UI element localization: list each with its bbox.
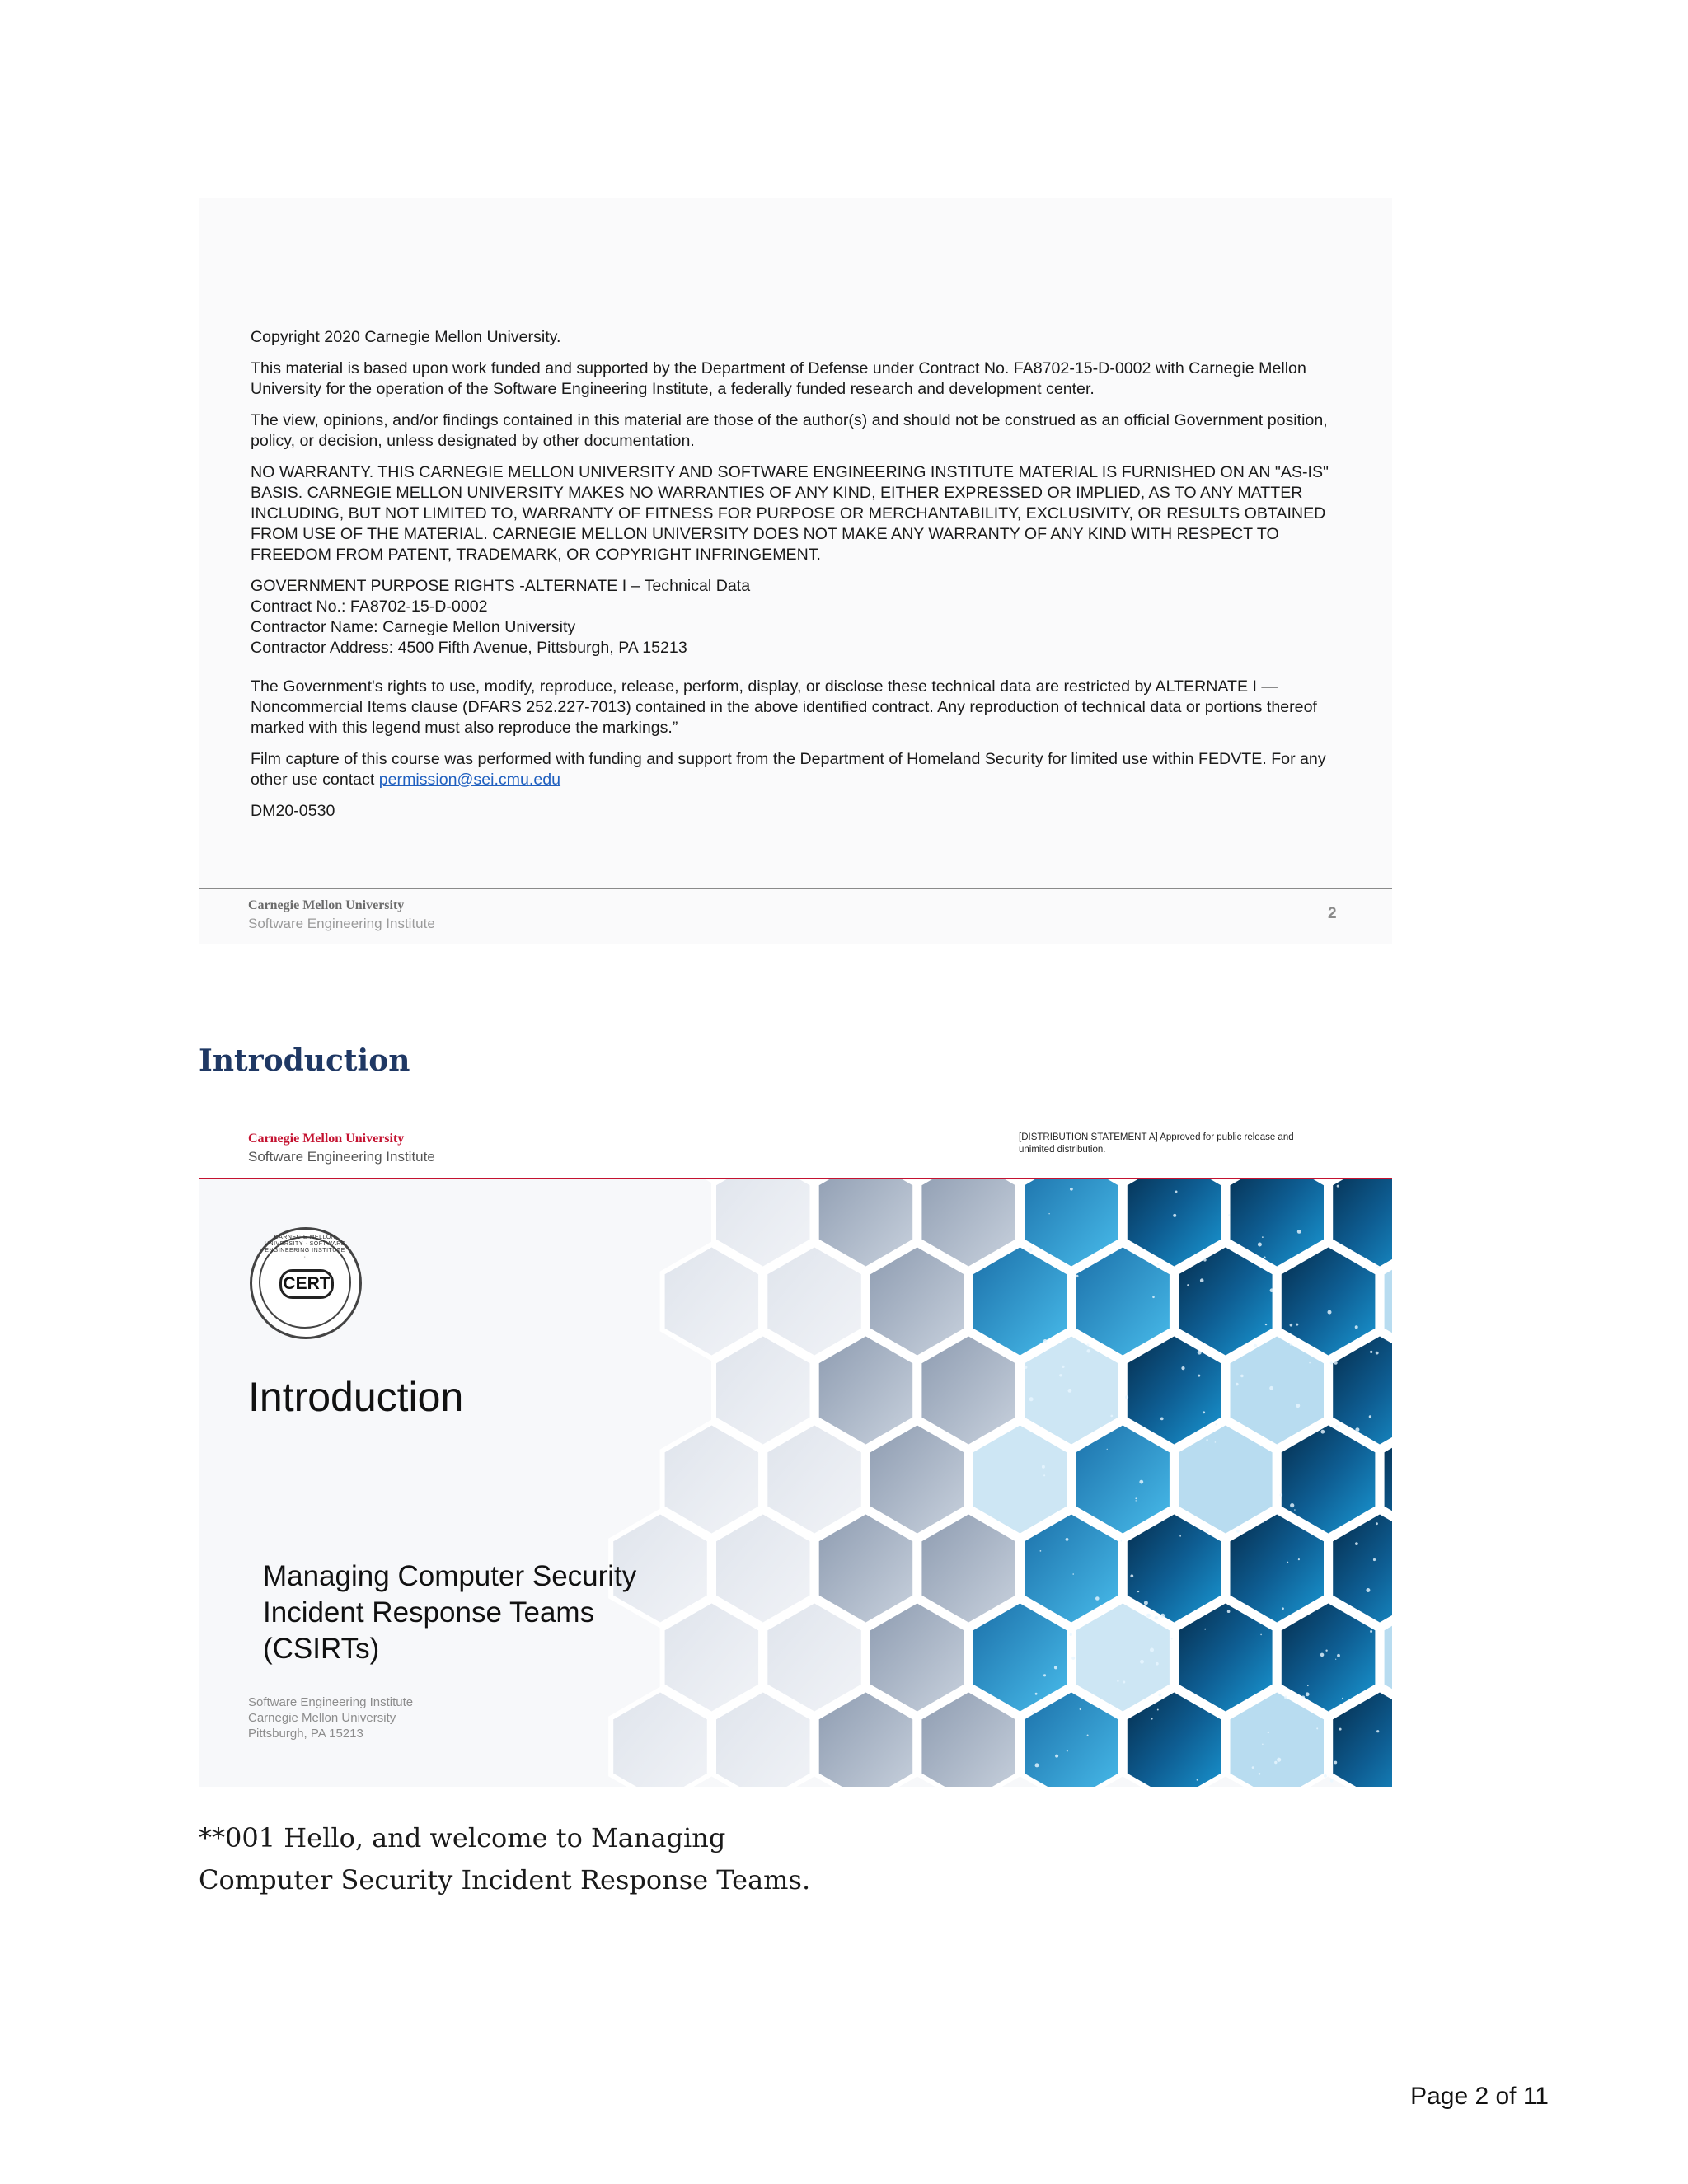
decorative-sparkle xyxy=(1330,1361,1333,1364)
decorative-sparkle xyxy=(1342,1698,1343,1699)
cert-seal-ring-text: CARNEGIE MELLON UNIVERSITY · SOFTWARE ENGINEERING INSTITUTE · xyxy=(264,1235,345,1260)
decorative-sparkle xyxy=(1268,1732,1269,1733)
decorative-sparkle xyxy=(1068,1389,1072,1393)
decorative-sparkle xyxy=(1309,1362,1311,1364)
notices-slide xyxy=(199,198,1392,944)
cert-seal xyxy=(250,1227,362,1339)
slide-footer-rule xyxy=(199,888,1392,889)
decorative-sparkle xyxy=(1287,1562,1288,1563)
decorative-sparkle xyxy=(1059,1374,1062,1376)
decorative-sparkle xyxy=(1110,1415,1113,1418)
decorative-sparkle xyxy=(1067,1750,1068,1752)
decorative-sparkle xyxy=(1043,1474,1045,1476)
decorative-sparkle xyxy=(1107,1449,1108,1450)
decorative-sparkle xyxy=(1087,1735,1089,1736)
decorative-sparkle xyxy=(1261,1263,1263,1264)
decorative-sparkle xyxy=(1324,1774,1327,1778)
decorative-sparkle xyxy=(1284,1696,1287,1699)
decorative-sparkle xyxy=(1262,1744,1264,1746)
slide-title: Introduction xyxy=(248,1374,464,1420)
decorative-sparkle xyxy=(1140,1660,1144,1664)
decorative-sparkle xyxy=(1173,1214,1176,1217)
decorative-sparkle xyxy=(1198,1375,1200,1377)
decorative-sparkle xyxy=(1198,1351,1202,1355)
decorative-sparkle xyxy=(1204,1629,1206,1630)
decorative-sparkle xyxy=(1215,1441,1217,1443)
decorative-sparkle xyxy=(1355,1542,1358,1545)
funding-paragraph: This material is based upon work funded and supported by the Department of Defense under Contract No. FA8702-15-D-0002 with Carnegie Mellon University for the operation of the Software Engineering Institute, a federally funded research and development center. xyxy=(251,359,1306,398)
decorative-sparkle xyxy=(1296,1404,1300,1408)
distribution-statement: [DISTRIBUTION STATEMENT A] Approved for public release and unimited distribution. xyxy=(1019,1132,1294,1155)
decorative-sparkle xyxy=(1252,1766,1254,1769)
decorative-sparkle xyxy=(1080,1708,1081,1710)
doc-number: DM20-0530 xyxy=(251,802,335,820)
decorative-sparkle xyxy=(1171,1638,1173,1640)
decorative-sparkle xyxy=(1062,1366,1064,1368)
decorative-sparkle xyxy=(1236,1530,1240,1533)
decorative-sparkle xyxy=(1043,1339,1048,1343)
page-number: Page 2 of 11 xyxy=(1410,2083,1549,2110)
decorative-sparkle xyxy=(1156,1662,1159,1666)
decorative-sparkle xyxy=(1035,1763,1039,1767)
decorative-sparkle xyxy=(1330,1779,1334,1783)
decorative-sparkle xyxy=(1376,1352,1379,1355)
decorative-sparkle xyxy=(1043,1674,1046,1676)
decorative-sparkle xyxy=(1155,1616,1159,1620)
decorative-sparkle xyxy=(1200,1278,1204,1282)
decorative-sparkle xyxy=(1274,1761,1277,1764)
film-capture-paragraph xyxy=(251,749,1339,790)
views-paragraph: The view, opinions, and/or findings contained in this material are those of the author(s) and should not be construed as an official Government position, policy, or decision, unless designated by other documentation. xyxy=(251,411,1328,450)
sei-address xyxy=(248,1694,413,1741)
address-line: Carnegie Mellon University xyxy=(248,1711,396,1725)
decorative-sparkle xyxy=(1227,1610,1231,1613)
decorative-sparkle xyxy=(1320,1430,1325,1434)
decorative-sparkle xyxy=(1029,1397,1034,1401)
permission-email-link[interactable]: permission@sei.cmu.edu xyxy=(378,771,561,789)
hero-panel xyxy=(199,1179,1392,1787)
decorative-sparkle xyxy=(1179,1535,1181,1537)
decorative-sparkle xyxy=(1181,1366,1184,1370)
decorative-sparkle xyxy=(1335,1659,1336,1660)
decorative-sparkle xyxy=(1339,1728,1342,1731)
introduction-slide xyxy=(199,1118,1392,1787)
decorative-sparkle xyxy=(1203,1411,1205,1413)
decorative-sparkle xyxy=(1316,1727,1318,1729)
decorative-sparkle xyxy=(1035,1693,1038,1695)
decorative-sparkle xyxy=(1370,1351,1372,1353)
decorative-sparkle xyxy=(1373,1558,1376,1561)
decorative-sparkle xyxy=(1157,1263,1160,1265)
decorative-sparkle xyxy=(1296,1324,1298,1326)
decorative-sparkle xyxy=(1320,1653,1325,1657)
decorative-sparkle xyxy=(1369,1415,1372,1418)
decorative-sparkle xyxy=(1032,1711,1035,1714)
decorative-sparkle xyxy=(1076,1275,1078,1277)
decorative-sparkle xyxy=(1228,1214,1230,1216)
course-title: Managing Computer Security Incident Response Teams (CSIRTs) xyxy=(263,1560,637,1665)
decorative-sparkle xyxy=(1136,1500,1137,1501)
decorative-sparkle xyxy=(1269,1386,1273,1390)
decorative-sparkle xyxy=(1334,1361,1338,1365)
decorative-sparkle xyxy=(1376,1730,1379,1732)
decorative-sparkle xyxy=(1297,1230,1301,1234)
decorative-sparkle xyxy=(1139,1480,1143,1484)
decorative-sparkle xyxy=(1029,1248,1033,1252)
decorative-sparkle xyxy=(1187,1284,1189,1286)
decorative-sparkle xyxy=(1070,1633,1072,1636)
decorative-sparkle xyxy=(1282,1607,1284,1610)
decorative-sparkle xyxy=(1357,1339,1358,1341)
decorative-sparkle xyxy=(1125,1395,1128,1399)
decorative-sparkle xyxy=(1355,1427,1359,1432)
decorative-sparkle xyxy=(1081,1517,1082,1519)
decorative-sparkle xyxy=(1087,1343,1090,1346)
decorative-sparkle xyxy=(1197,1779,1198,1781)
decorative-sparkle xyxy=(1146,1614,1151,1618)
film-capture-text: Film capture of this course was performed with funding and support from the Department of Homeland Security for limited use within FEDVTE. For any other use contact xyxy=(251,750,1326,789)
decorative-sparkle xyxy=(1334,1761,1337,1765)
narration-text: **001 Hello, and welcome to Managing Computer Security Incident Response Teams. xyxy=(199,1822,811,1896)
decorative-sparkle xyxy=(1262,1236,1264,1238)
header-cmu-wordmark: Carnegie Mellon University xyxy=(248,1132,405,1146)
decorative-sparkle xyxy=(1290,1343,1292,1345)
decorative-sparkle xyxy=(1240,1375,1244,1378)
decorative-sparkle xyxy=(1025,1366,1028,1369)
decorative-sparkle xyxy=(1042,1465,1045,1469)
decorative-sparkle xyxy=(1072,1573,1074,1575)
decorative-sparkle xyxy=(1070,1188,1073,1191)
footer-cmu-wordmark: Carnegie Mellon University xyxy=(248,898,405,912)
government-paragraph: The Government's rights to use, modify, reproduce, release, perform, display, or disclose these technical data are restricted by ALTERNATE I — Noncommercial Items clause (DFARS 252.227-7013) contained in the above identified contract. Any reproduction of technical data or portions thereof marked with this legend must also reproduce the markings.” xyxy=(251,677,1317,737)
decorative-sparkle xyxy=(1376,1266,1379,1268)
address-line: Software Engineering Institute xyxy=(248,1695,414,1709)
decorative-sparkle xyxy=(1132,1529,1134,1530)
decorative-sparkle xyxy=(1040,1550,1042,1552)
decorative-sparkle xyxy=(1355,1325,1358,1329)
decorative-sparkle xyxy=(1095,1596,1100,1601)
decorative-sparkle xyxy=(1277,1758,1281,1762)
cert-badge: CERT xyxy=(279,1269,334,1299)
decorative-sparkle xyxy=(1325,1650,1327,1652)
decorative-sparkle xyxy=(1171,1692,1172,1693)
decorative-sparkle xyxy=(1307,1685,1309,1687)
decorative-sparkle xyxy=(1066,1538,1069,1541)
decorative-sparkle xyxy=(1263,1521,1264,1523)
decorative-sparkle xyxy=(1260,1634,1262,1636)
decorative-sparkle xyxy=(1144,1601,1148,1605)
decorative-sparkle xyxy=(1337,1654,1340,1657)
decorative-sparkle xyxy=(1294,1509,1296,1511)
decorative-sparkle xyxy=(1117,1680,1118,1682)
decorative-sparkle xyxy=(1048,1213,1049,1214)
introduction-heading: Introduction xyxy=(199,1043,410,1078)
decorative-sparkle xyxy=(1337,1185,1339,1188)
decorative-sparkle xyxy=(1160,1614,1165,1618)
decorative-sparkle xyxy=(1055,1755,1058,1758)
decorative-sparkle xyxy=(1301,1696,1305,1699)
decorative-sparkle xyxy=(1152,1296,1155,1299)
header-sei-wordmark: Software Engineering Institute xyxy=(248,1149,435,1165)
decorative-sparkle xyxy=(1376,1522,1378,1525)
address-line: Pittsburgh, PA 15213 xyxy=(248,1727,363,1741)
footer-sei-wordmark: Software Engineering Institute xyxy=(248,916,435,931)
decorative-sparkle xyxy=(1298,1558,1300,1560)
decorative-sparkle xyxy=(1160,1418,1164,1421)
warranty-paragraph: NO WARRANTY. THIS CARNEGIE MELLON UNIVERSITY AND SOFTWARE ENGINEERING INSTITUTE MATERIAL IS FURNISHED ON AN "AS-IS" BASIS. CARNEGIE MELLON UNIVERSITY MAKES NO WARRANTIES OF ANY KIND, EITHER EXPRESSED OR IMPLIED, AS TO ANY MATTER INCLUDING, BUT NOT LIMITED TO, WARRANTY OF FITNESS FOR PURPOSE OR MERCHANTABILITY, EXCLUSIVITY, OR RESULTS OBTAINED FROM USE OF THE MATERIAL. CARNEGIE MELLON UNIVERSITY DOES NOT MAKE ANY WARRANTY OF ANY KIND WITH RESPECT TO FREEDOM FROM PATENT, TRADEMARK, OR COPYRIGHT INFRINGEMENT. xyxy=(251,463,1329,564)
decorative-sparkle xyxy=(1336,1425,1339,1427)
decorative-sparkle xyxy=(1130,1574,1133,1577)
decorative-sparkle xyxy=(1370,1630,1372,1633)
notices-text xyxy=(251,327,1339,832)
decorative-sparkle xyxy=(1290,1324,1293,1327)
decorative-sparkle xyxy=(1264,1257,1265,1258)
decorative-sparkle xyxy=(1175,1191,1178,1193)
decorative-sparkle xyxy=(1280,1493,1283,1497)
decorative-sparkle xyxy=(1123,1681,1125,1684)
decorative-sparkle xyxy=(1159,1694,1162,1697)
decorative-sparkle xyxy=(1206,1439,1207,1441)
decorative-sparkle xyxy=(1259,1773,1261,1775)
decorative-sparkle xyxy=(1236,1383,1239,1386)
decorative-sparkle xyxy=(1254,1344,1257,1347)
decorative-sparkle xyxy=(1306,1692,1310,1696)
decorative-sparkle xyxy=(1151,1718,1153,1720)
decorative-sparkle xyxy=(1157,1709,1159,1711)
decorative-sparkle xyxy=(1328,1310,1332,1315)
rights-paragraph: GOVERNMENT PURPOSE RIGHTS -ALTERNATE I – Technical Data Contract No.: FA8702-15-D-0002 Contractor Name: Carnegie Mellon University Contractor Address: 4500 Fifth Avenue, Pittsburgh, PA 15213 xyxy=(251,577,751,657)
decorative-sparkle xyxy=(1135,1497,1137,1499)
decorative-sparkle xyxy=(1150,1648,1154,1652)
decorative-sparkle xyxy=(1265,1324,1267,1325)
decorative-sparkle xyxy=(1215,1423,1217,1426)
decorative-sparkle xyxy=(1290,1503,1294,1507)
decorative-sparkle xyxy=(1270,1288,1274,1292)
decorative-sparkle xyxy=(1087,1349,1090,1352)
decorative-sparkle xyxy=(1137,1591,1139,1592)
decorative-sparkle xyxy=(1258,1243,1262,1247)
decorative-sparkle xyxy=(1366,1588,1370,1592)
slide-number: 2 xyxy=(1328,905,1337,922)
decorative-sparkle xyxy=(1121,1540,1123,1542)
decorative-sparkle xyxy=(1206,1530,1209,1533)
decorative-sparkle xyxy=(1054,1666,1057,1669)
decorative-sparkle xyxy=(1071,1657,1075,1660)
copyright-paragraph: Copyright 2020 Carnegie Mellon University. xyxy=(251,328,561,346)
decorative-sparkle xyxy=(1203,1258,1207,1262)
